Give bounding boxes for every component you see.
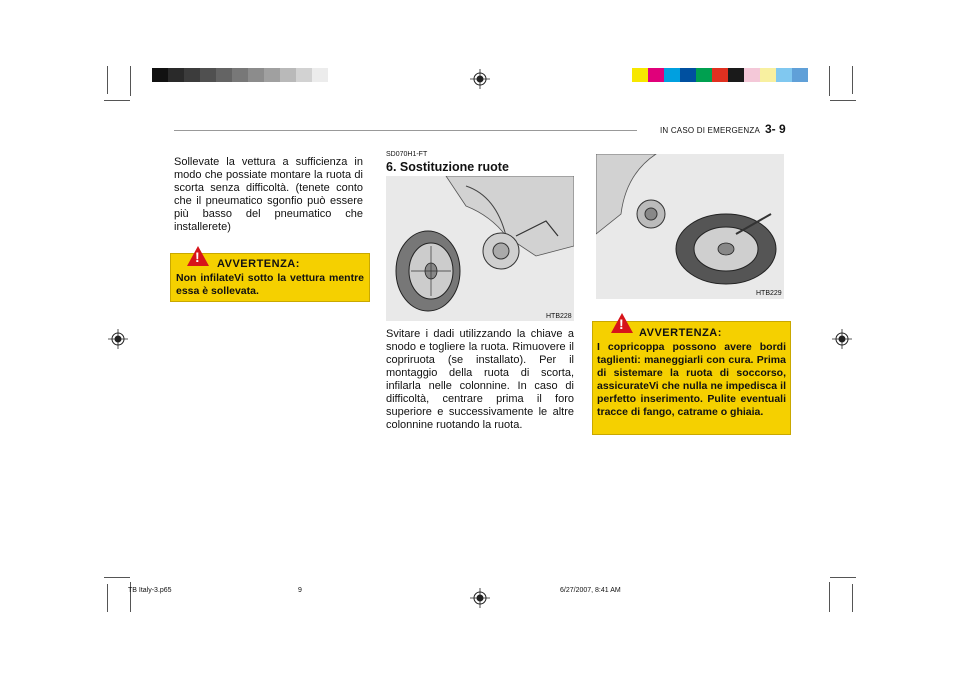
color-swatch	[664, 68, 680, 82]
color-swatch	[648, 68, 664, 82]
color-swatch	[248, 68, 264, 82]
color-swatch	[280, 68, 296, 82]
registration-mark-icon	[470, 588, 490, 608]
warning-body: I copricoppa possono avere bordi taglienti: maneggiarli con cura. Prima di sistemare la ruota di soccorso, assicurateVi che nulla ne impedisca il perfetto inserimento. Pulite eventuali tracce di fango, catrame o ghiaia.	[597, 341, 786, 418]
color-swatch	[152, 68, 168, 82]
color-swatch	[712, 68, 728, 82]
color-swatch	[696, 68, 712, 82]
registration-mark-icon	[108, 329, 128, 349]
intro-paragraph: Sollevate la vettura a sufficienza in modo che possiate montare la ruota di scorta senza difficoltà. (tenete conto che il pneumatico sgonfio può essere più basso del pneumatico che installerete)	[174, 156, 363, 233]
figure-htb228	[386, 176, 574, 321]
figure-label: HTB228	[546, 313, 572, 320]
color-swatch	[760, 68, 776, 82]
instructions-paragraph: Svitare i dadi utilizzando la chiave a snodo e togliere la ruota. Rimuovere il copriruota (se installato). Per il montaggio della ruota di scorta, infilarla nelle colonnine. In caso di difficoltà, centrare prima il foro superiore e successivamente le altre colonnine ruotando la ruota.	[386, 328, 574, 431]
color-swatch	[792, 68, 808, 82]
color-swatch	[216, 68, 232, 82]
section-code: SD070H1-FT	[386, 151, 428, 158]
warning-box	[592, 316, 791, 435]
color-swatch	[680, 68, 696, 82]
header-rule	[174, 130, 637, 131]
warning-body: Non infilateVi sotto la vettura mentre essa è sollevata.	[176, 272, 364, 297]
exclamation-triangle-icon: !	[187, 246, 209, 266]
color-swatch	[728, 68, 744, 82]
page-number: 3- 9	[765, 122, 786, 136]
color-swatch	[168, 68, 184, 82]
footer-timestamp: 6/27/2007, 8:41 AM	[560, 587, 621, 594]
gray-calibration-bar	[152, 68, 328, 82]
footer-file-name: TB Italy-3.p65	[128, 587, 172, 594]
color-swatch	[296, 68, 312, 82]
registration-mark-icon	[470, 69, 490, 89]
section-title: 6. Sostituzione ruote	[386, 160, 509, 174]
color-swatch	[200, 68, 216, 82]
color-swatch	[312, 68, 328, 82]
registration-mark-icon	[832, 329, 852, 349]
warning-title: AVVERTENZA:	[639, 327, 722, 339]
section-header-title: IN CASO DI EMERGENZA	[660, 126, 761, 135]
exclamation-triangle-icon: !	[611, 313, 633, 333]
warning-title: AVVERTENZA:	[217, 258, 300, 270]
wheel-removal-illustration	[386, 176, 574, 321]
color-swatch	[184, 68, 200, 82]
color-swatch	[744, 68, 760, 82]
spare-wheel-illustration	[596, 154, 784, 299]
footer-page: 9	[298, 587, 302, 594]
figure-label: HTB229	[756, 290, 782, 297]
color-swatch	[232, 68, 248, 82]
figure-htb229	[596, 154, 784, 299]
warning-box	[170, 249, 370, 302]
color-swatch	[264, 68, 280, 82]
color-swatch	[776, 68, 792, 82]
color-calibration-bar	[632, 68, 808, 82]
color-swatch	[632, 68, 648, 82]
